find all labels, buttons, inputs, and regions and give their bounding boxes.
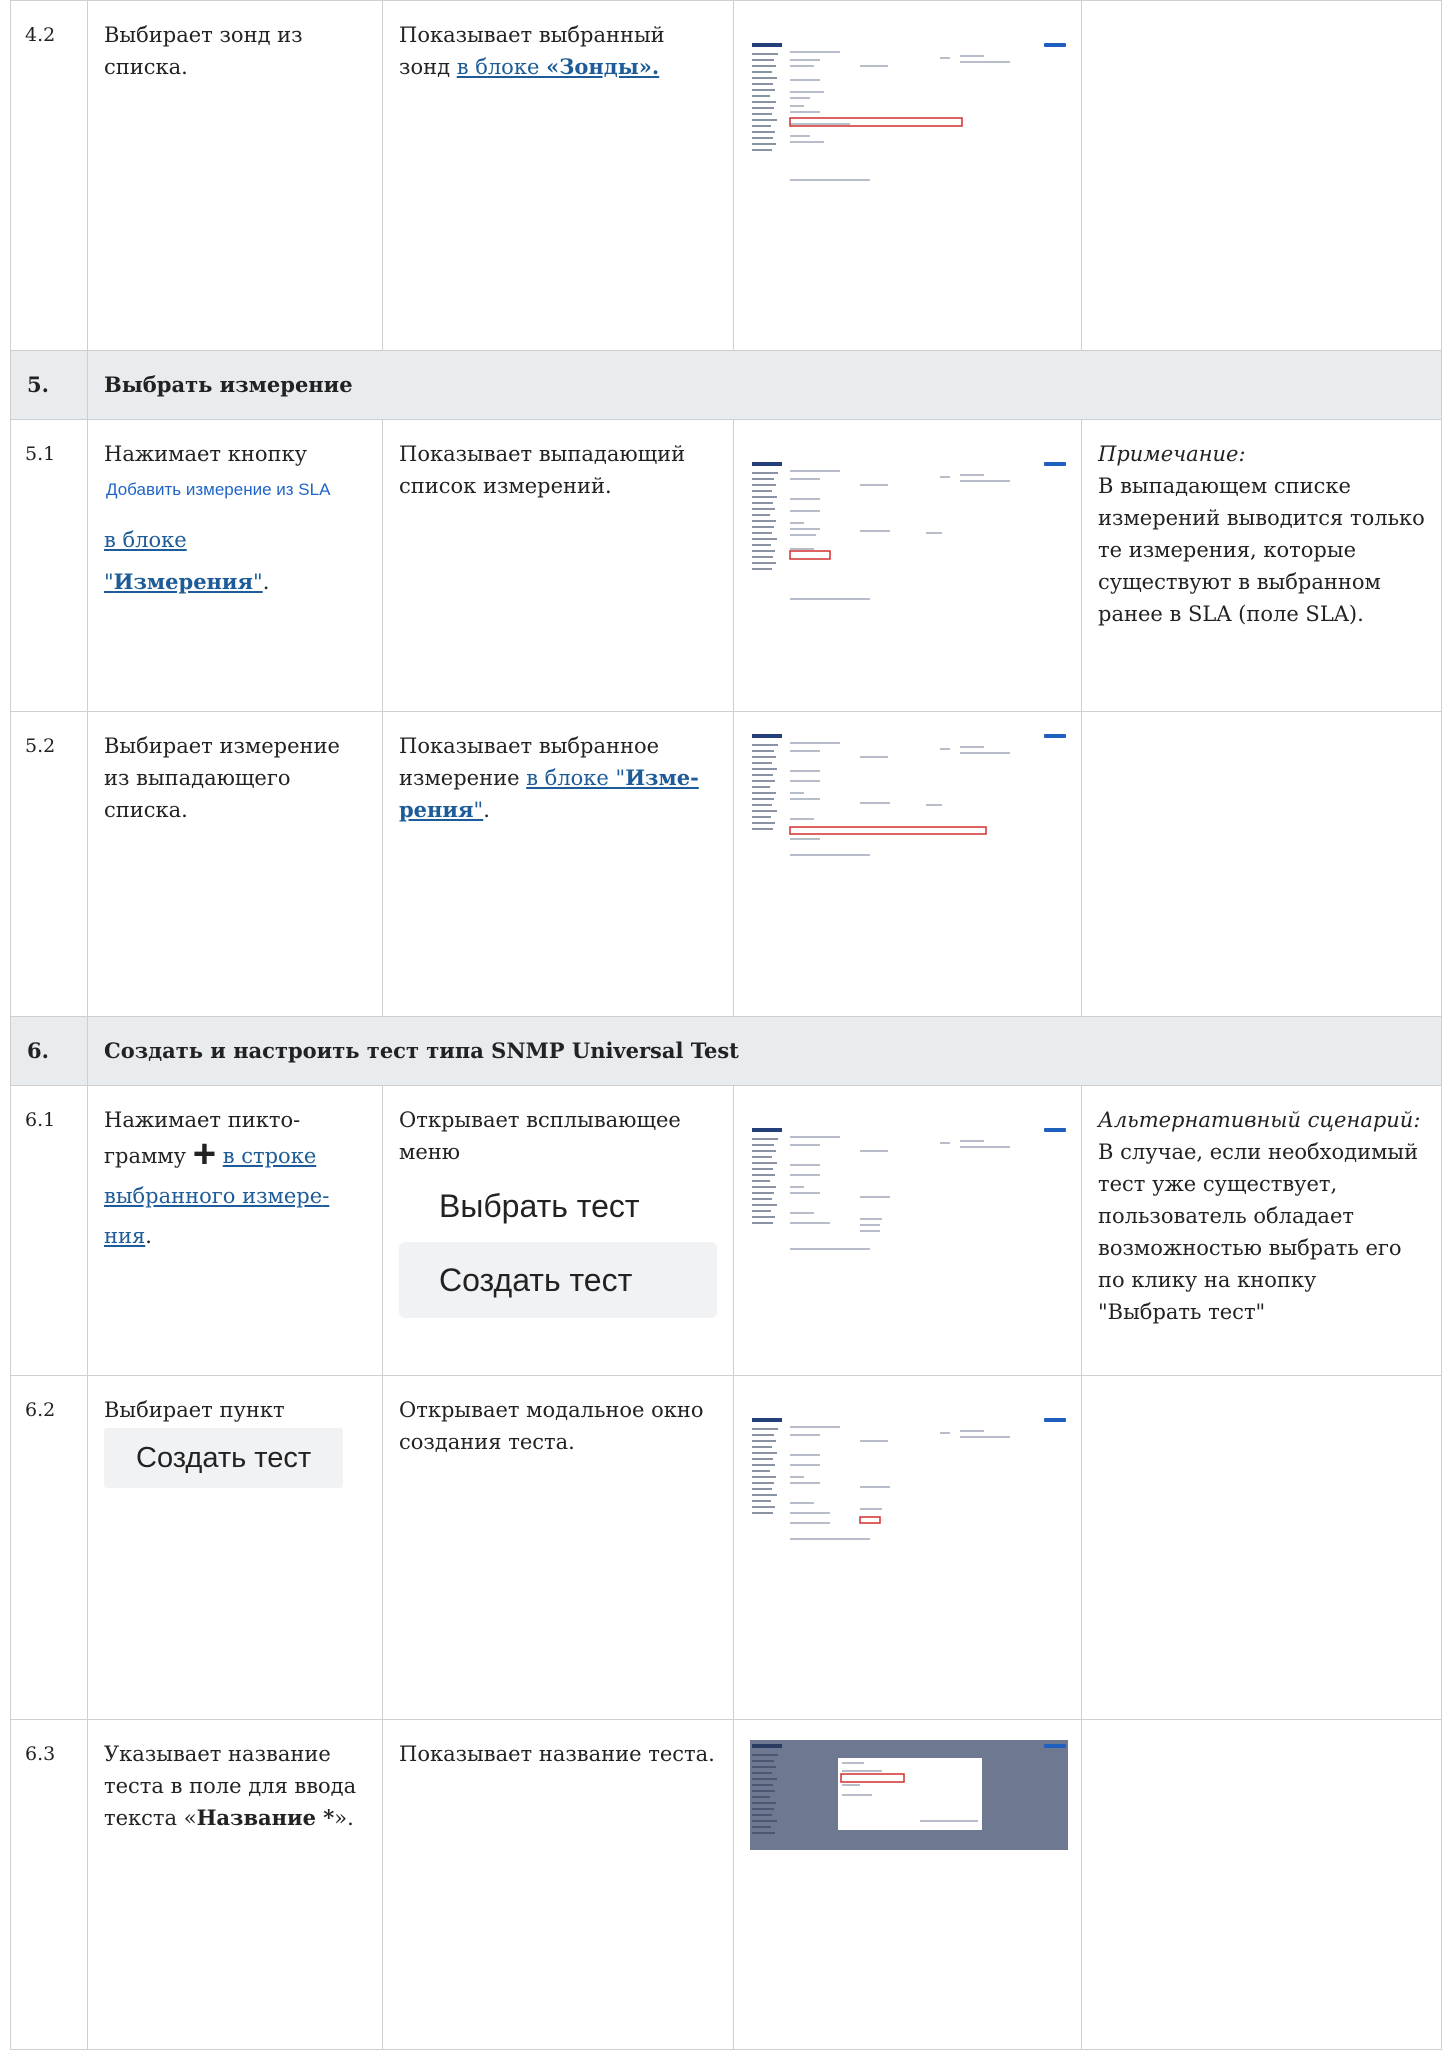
step-number: 6.1 bbox=[11, 1086, 88, 1376]
add-measurement-from-sla-button[interactable]: Добавить измерение из SLA bbox=[106, 480, 331, 499]
user-action: Выбирает зонд из списка. bbox=[88, 1, 383, 351]
app-screenshot-thumbnail bbox=[750, 1124, 1068, 1254]
app-screenshot-thumbnail bbox=[750, 39, 1068, 199]
system-response: Открывает модальное окно создания теста. bbox=[383, 1376, 734, 1720]
screenshot-cell bbox=[734, 1086, 1082, 1376]
menu-item-select-test[interactable]: Выбрать тест bbox=[439, 1188, 640, 1224]
section-number: 5. bbox=[11, 351, 88, 420]
screenshot-cell bbox=[734, 1376, 1082, 1720]
step-number: 6.2 bbox=[11, 1376, 88, 1720]
menu-item-create-test[interactable]: Создать тест bbox=[399, 1242, 717, 1318]
step-number: 6.3 bbox=[11, 1720, 88, 2050]
row-link[interactable]: в строке выбранного измерения bbox=[104, 1144, 330, 1248]
notes-cell bbox=[1082, 1086, 1442, 1376]
app-screenshot-thumbnail bbox=[750, 730, 1068, 860]
block-link[interactable]: в блоке "Измерения" bbox=[399, 765, 699, 822]
system-response: Показывает название теста. bbox=[383, 1720, 734, 2050]
app-screenshot-thumbnail bbox=[750, 1414, 1068, 1544]
block-link[interactable]: в блоке «Зонды». bbox=[456, 54, 660, 79]
section-title: Создать и настроить тест типа SNMP Universal Test bbox=[88, 1017, 1442, 1086]
section-number: 6. bbox=[11, 1017, 88, 1086]
notes-cell bbox=[1082, 1376, 1442, 1720]
user-action: Выбирает пункт Создать тест bbox=[88, 1376, 383, 1720]
note-label: Примечание: bbox=[1098, 442, 1246, 466]
notes-cell bbox=[1082, 1720, 1442, 2050]
table-row bbox=[11, 712, 1442, 1017]
section-title: Выбрать измерение bbox=[88, 351, 1442, 420]
table-row bbox=[11, 1720, 1442, 2050]
table-row bbox=[11, 1376, 1442, 1720]
table-row bbox=[11, 1086, 1442, 1376]
steps-table bbox=[10, 0, 1442, 2050]
table-row bbox=[11, 1, 1442, 351]
block-link[interactable]: в блоке bbox=[104, 528, 187, 552]
user-action: Указывает название теста в поле для ввода текста «Название *». bbox=[88, 1720, 383, 2050]
system-response: Показывает выбранный зонд в блоке «Зонды». bbox=[383, 1, 734, 351]
section-row bbox=[11, 351, 1442, 420]
notes-cell bbox=[1082, 1, 1442, 351]
app-screenshot-thumbnail bbox=[750, 458, 1068, 618]
screenshot-cell bbox=[734, 1720, 1082, 2050]
app-screenshot-modal-thumbnail bbox=[750, 1740, 1068, 1850]
plus-icon[interactable]: + bbox=[192, 1132, 217, 1176]
note-text: В выпадающем списке измерений выводится только те измерения, которые существуют в выбранном ранее в SLA (поле SLA). bbox=[1098, 474, 1425, 626]
table-row bbox=[11, 420, 1442, 712]
note-text: В случае, если необходимый тест уже существует, пользователь обладает возможностью выбрать его по клику на кнопку "Выбрать тест" bbox=[1098, 1140, 1419, 1324]
notes-cell bbox=[1082, 712, 1442, 1017]
system-response: Открывает всплывающее меню Выбрать тест Создать тест bbox=[383, 1086, 734, 1376]
system-response: Показывает выпадающий список измерений. bbox=[383, 420, 734, 712]
step-number: 4.2 bbox=[11, 1, 88, 351]
screenshot-cell bbox=[734, 1, 1082, 351]
screenshot-cell bbox=[734, 712, 1082, 1017]
step-number: 5.1 bbox=[11, 420, 88, 712]
user-action: Нажимает кнопку Добавить измерение из SLA в блоке "Измерения". bbox=[88, 420, 383, 712]
note-label: Альтернативный сценарий: bbox=[1098, 1108, 1421, 1132]
block-link[interactable]: "Измерения" bbox=[104, 569, 263, 594]
step-number: 5.2 bbox=[11, 712, 88, 1017]
user-action: Нажимает пиктограмму + в строке выбранного измерения. bbox=[88, 1086, 383, 1376]
notes-cell bbox=[1082, 420, 1442, 712]
create-test-menu-item[interactable]: Создать тест bbox=[104, 1428, 343, 1488]
user-action: Выбирает измерение из выпадающего списка. bbox=[88, 712, 383, 1017]
section-row bbox=[11, 1017, 1442, 1086]
system-response: Показывает выбранное измерение в блоке "Измерения". bbox=[383, 712, 734, 1017]
screenshot-cell bbox=[734, 420, 1082, 712]
